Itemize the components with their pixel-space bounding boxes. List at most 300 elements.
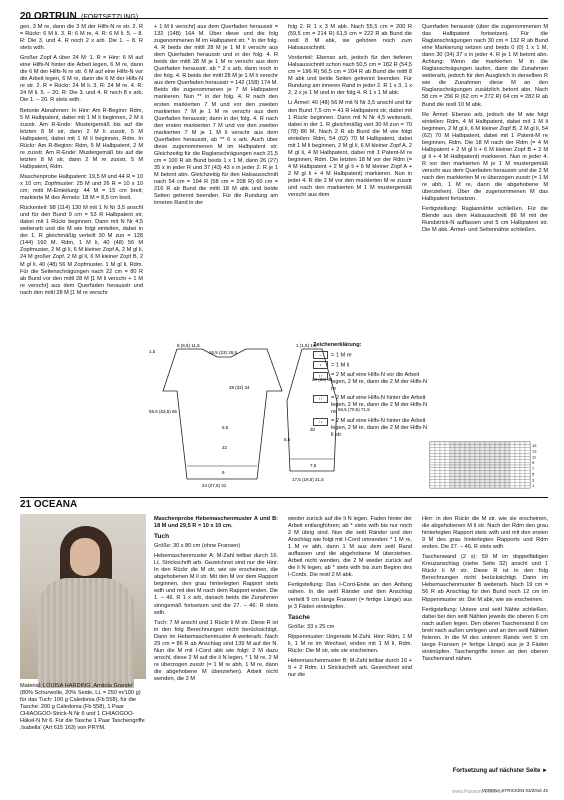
chart-cell — [525, 485, 530, 488]
dim-sleeve-h1: 28 (32) 34 — [312, 377, 333, 382]
chart-cell — [435, 445, 440, 448]
chart-cell — [470, 442, 475, 445]
chart-cell — [490, 462, 495, 465]
text-column-4 — [422, 24, 548, 237]
chart-cell — [435, 485, 440, 488]
chart-cell — [450, 448, 455, 451]
chart-cell — [485, 482, 490, 485]
paragraph: Größe: 30 x 80 cm (ohne Fransen) — [154, 543, 241, 550]
dim-sleeve-h4: 7,5 — [310, 463, 317, 468]
chart-cell — [445, 485, 450, 488]
chart-cell — [525, 451, 530, 454]
chart-cell — [515, 445, 520, 448]
chart-cell — [455, 454, 460, 457]
section-title-2: 21 OCEANA — [20, 499, 78, 510]
chart-cell — [435, 456, 440, 459]
chart-cell — [460, 465, 465, 468]
chart-cell — [450, 451, 455, 454]
chart-cell — [520, 477, 525, 480]
chart-cell — [500, 459, 505, 462]
chart-cell — [460, 456, 465, 459]
chart-cell — [490, 448, 495, 451]
chart-cell — [480, 459, 485, 462]
section-header — [20, 6, 548, 22]
chart-cell — [495, 451, 500, 454]
chart-cell — [440, 442, 445, 445]
chart-cell — [465, 442, 470, 445]
chart-cell — [440, 456, 445, 459]
chart-cell — [470, 474, 475, 477]
chart-cell — [515, 471, 520, 474]
paragraph: Betonte Abnahmen: In Hinr: Am R-Beginn: Rdm, 5 M Halbpatent, dabei mit 1 M li beginnen, 2 M li zusstr. Am R-Ende: Mustergemäß bis auf die letzten 8 M str, dann 2 M li zusstr, 5 M Halbpatent, dabei mit 1 M li beginnen, Rdm. In Rückr: Am R-Beginn: Rdm, 5 M Halbpatent, 2 M re zusstr. Am R-Ende: Mustergemäß bis auf die letzten 8 M str, dann 2 M re zusstr, 5 M Halbpatent, Rdm. — [20, 107, 143, 170]
chart-cell — [465, 462, 470, 465]
chart-cell — [455, 448, 460, 451]
chart-cell — [490, 456, 495, 459]
chart-cell — [525, 471, 530, 474]
chart-cell — [505, 448, 510, 451]
chart-cell — [500, 468, 505, 471]
chart-cell — [470, 448, 475, 451]
model-photo — [20, 514, 146, 679]
paragraph: Querfaden herausstr (über die zugenommenen M das Halbpatent fortsetzen). Für die Raglanschrägungen nach 30 cm = 132 R ab Bund eine Markierung setzen und beids 0 (0) 1 x 1 M, dann 30 (34) 37 x in jeder 4. R je 1 M betont abn. Achtung: Wenn die markierten M in die Raglanschrägungen laufen, dann die Zunahmen weiterarb, jedoch für den Ausgleich in derselben R wie die Zunahmen diese M an den Raglanschrägungen zusätzlich betont abn. Nach 58 cm = 256 R (62 cm = 272 R) 64 cm = 282 R ab Bund die restl 10 M abk. — [422, 24, 548, 108]
chart-cell — [440, 451, 445, 454]
chart-cell — [485, 485, 490, 488]
chart-cell — [485, 471, 490, 474]
chart-cell — [480, 477, 485, 480]
chart-cell — [490, 482, 495, 485]
chart-cell — [450, 479, 455, 482]
chart-cell — [485, 459, 490, 462]
chart-cell — [505, 456, 510, 459]
chart-cell — [525, 465, 530, 468]
chart-cell — [440, 468, 445, 471]
chart-cell — [515, 459, 520, 462]
chart-cell — [495, 448, 500, 451]
paragraph: wieder zurück auf die li N legen. Faden hinter der Arbeit entlangführen; ab * stets wdh bis nur noch 2 M übrig sind. Nun die seitl Ränder und den Anschlag wie folgt mit I-Cord umranden: * 1 M re, 1 M re abh, dann 1 M aus dem seitl Rand auffassen und die abgehobene M überziehen. Arbeit nicht wenden, die 2 M wieder zurück auf die li N legen, ab * stets wdh bis zum Beginn des I-Cords. Die restl 2 M abk. — [288, 516, 412, 579]
chart-cell — [495, 479, 500, 482]
chart-cell — [485, 445, 490, 448]
chart-cell — [470, 456, 475, 459]
chart-cell — [520, 442, 525, 445]
chart-cell — [475, 448, 480, 451]
chart-cell — [480, 465, 485, 468]
chart-cell — [465, 448, 470, 451]
chart-cell — [515, 477, 520, 480]
chart-cell — [495, 477, 500, 480]
legend-symbol: • — [313, 361, 328, 369]
chart-cell — [435, 451, 440, 454]
chart-cell — [450, 465, 455, 468]
chart-cell — [445, 445, 450, 448]
chart-cell — [455, 479, 460, 482]
chart-cell — [430, 451, 435, 454]
chart-cell — [525, 448, 530, 451]
chart-cell — [510, 474, 515, 477]
paragraph: Hebemaschenmuster A: M-Zahl teilbar durch 16. Lt. Strickschrift arb. Gezeichnet sind nur die Hinr. In den Rückr die M str, wie sie erscheinen, die abgehobenen M li str. Mit den M vor dem Rapport beginnen, den grau hinterlegten Rapport stets wdh und mit den M nach dem Rapport enden. Die 1. – 46. R 1 x arb, danach beids die Zunahmen sinngemäß fortsetzen und die 27. – 46. R stets wdh. — [154, 553, 278, 616]
chart-cell — [505, 479, 510, 482]
chart-cell — [480, 456, 485, 459]
chart-cell — [450, 477, 455, 480]
chart-cell — [435, 448, 440, 451]
chart-cell — [435, 479, 440, 482]
chart-cell — [475, 482, 480, 485]
chart-cell — [500, 482, 505, 485]
chart-cell — [475, 479, 480, 482]
chart-cell — [450, 485, 455, 488]
chart-cell — [470, 471, 475, 474]
chart-cell — [430, 479, 435, 482]
legend-title: Zeichenerklärung: — [313, 342, 362, 348]
chart-cell — [440, 445, 445, 448]
chart-cell — [500, 451, 505, 454]
chart-cell — [445, 465, 450, 468]
chart-cell — [475, 465, 480, 468]
chart-cell — [440, 471, 445, 474]
chart-cell — [500, 471, 505, 474]
chart-cell — [450, 442, 455, 445]
chart-cell — [470, 468, 475, 471]
chart-cell — [520, 468, 525, 471]
chart-cell — [505, 482, 510, 485]
dim-sleeve-side: 5,5 — [284, 437, 291, 442]
chart-cell — [510, 485, 515, 488]
chart-cell — [460, 454, 465, 457]
chart-cell — [445, 482, 450, 485]
chart-cell — [460, 485, 465, 488]
chart-cell — [520, 465, 525, 468]
chart-row-labels — [532, 443, 537, 488]
chart-cell — [475, 451, 480, 454]
chart-cell — [500, 445, 505, 448]
legend-item — [313, 395, 429, 416]
chart-cell — [465, 477, 470, 480]
chart-cell — [440, 479, 445, 482]
chart-cell — [450, 471, 455, 474]
chart-cell — [445, 456, 450, 459]
chart-row-label: 7 — [532, 465, 535, 471]
chart-cell — [525, 456, 530, 459]
text-column-1 — [20, 24, 143, 300]
legend-item — [313, 372, 429, 393]
text-column-3 — [288, 24, 412, 202]
chart-cell — [515, 479, 520, 482]
chart-cell — [430, 477, 435, 480]
chart-cell — [455, 474, 460, 477]
chart-cell — [515, 448, 520, 451]
chart-cell — [510, 451, 515, 454]
chart-cell — [445, 448, 450, 451]
legend-symbol: / / — [313, 372, 328, 380]
chart-cell — [485, 442, 490, 445]
chart-cell — [495, 462, 500, 465]
chart-cell — [520, 485, 525, 488]
chart-cell — [475, 485, 480, 488]
chart-cell — [490, 465, 495, 468]
chart-cell — [525, 445, 530, 448]
chart-cell — [440, 462, 445, 465]
page-footer: VERENA STRICKEN 03/2016 45 — [481, 788, 548, 793]
chart-cell — [470, 451, 475, 454]
chart-cell — [495, 485, 500, 488]
chart-cell — [505, 471, 510, 474]
chart-cell — [500, 465, 505, 468]
chart-cell — [470, 445, 475, 448]
chart-cell — [505, 468, 510, 471]
chart-cell — [480, 462, 485, 465]
chart-cell — [440, 482, 445, 485]
chart-cell — [480, 454, 485, 457]
chart-cell — [515, 465, 520, 468]
chart-cell — [460, 451, 465, 454]
chart-cell — [495, 456, 500, 459]
chart-cell — [490, 442, 495, 445]
chart-cell — [435, 442, 440, 445]
chart-cell — [490, 459, 495, 462]
chart-cell — [435, 454, 440, 457]
chart-cell — [455, 477, 460, 480]
chart-cell — [455, 445, 460, 448]
chart-cell — [515, 454, 520, 457]
dim-sleeve-h2: 66,5 (70,5) 71,5 — [338, 407, 370, 412]
chart-cell — [495, 474, 500, 477]
chart-cell — [430, 454, 435, 457]
paragraph: Fertigstellung: Untere und seitl Nähte schließen, dabei bei den seitl Nähten jeweils die oberen 6 cm nach außen legen. Den oberen Taschenrand 6 cm breit nach außen umlegen und an den seitl Nähten fixieren. In die M des unteren Rands vert 9 cm lange Fransen (= fertige Länge) aus je 3 Fäden einknüpfen. Taschengriffe innen an den oberen Taschenrand nähen. — [422, 606, 548, 662]
chart-cell — [465, 459, 470, 462]
text-column-2b — [154, 516, 278, 686]
chart-cell — [470, 462, 475, 465]
chart-cell — [450, 459, 455, 462]
section-title: 20 ORTRUN — [20, 11, 77, 22]
chart-cell — [520, 459, 525, 462]
chart-cell — [460, 448, 465, 451]
subheading: Tasche — [288, 613, 310, 621]
chart-cell — [495, 454, 500, 457]
chart-cell — [455, 468, 460, 471]
chart-cell — [525, 468, 530, 471]
chart-cell — [440, 454, 445, 457]
chart-cell — [490, 468, 495, 471]
paragraph: Li Ärmel: 40 (48) 56 M mit N Nr 3,5 anschl und für den Bund 7,5 cm = 41 R Halbpatent str, dabei mit 1 Rückr beginnen. Dann mit N Nr 4,5 weiterarb, dabei in der 1. R gleichmäßig vert 30 M zun = 70 (78) 86 M. Nach 2 R ab Bund die M wie folgt einteilen: Rdm, 54 (62) 70 M Halbpatent, dabei mit 1 M li beginnen, 2 M gl li, 6 M kleiner Zopf A, 2 M gl li, 4 M Halbpatent, dabei mit 1 Patent-M re beginnen, Rdm. Die letzten 18 M vor der Rdm (= 4 M Halbpatent + 2 M gl li + 6 M kleiner Zopf A + 2 M gl li + 4 M Halbpatent) markieren. Nun in jeder 4. R die 2 M vor den markierten M re zusstr und nach den markierten M 1 M mustergemäß verschr aus dem — [288, 100, 412, 199]
chart-cell — [445, 451, 450, 454]
paragraph: gen, 3 M re, dann die 3 M der Hilfs-N re str. 2. R = Rückr: 6 M li. 3. R: 6 M re, 4. R: 6 M li. 5. – 8. R: Die 3. und 4. R noch 2 x arb. Die 1. – 8. R stets wdh. — [20, 24, 143, 52]
chart-row-label: 11 — [532, 454, 537, 460]
chart-cell — [485, 462, 490, 465]
text-column-2 — [154, 24, 278, 210]
dim-left: 1,5 — [149, 349, 156, 354]
chart-cell — [500, 456, 505, 459]
paragraph: Großer Zopf A über 24 M: 1. R = Hinr: 6 M auf eine Hilfs-N hinter die Arbeit legen, 6 M re, dann die 6 M der Hilfs-N re str. 6 M auf eine Hilfs-N vor die Arbeit legen, 6 M re, dann die 6 M der Hilfs-N re str. 2. R = Rückr: 24 M li. 3. R: 24 M re. 4. R: 24 M li. 5. – 20. R: Die 3. und 4. R noch 8 x arb. Die 1. – 20. R stets wdh. — [20, 55, 143, 104]
chart-cell — [500, 485, 505, 488]
chart-cell — [435, 459, 440, 462]
legend-item — [313, 351, 429, 359]
chart-cell — [440, 485, 445, 488]
chart-cell — [505, 477, 510, 480]
chart-cell — [440, 448, 445, 451]
chart-cell — [440, 474, 445, 477]
chart-cell — [450, 456, 455, 459]
chart-cell — [460, 474, 465, 477]
chart-cell — [435, 471, 440, 474]
chart-cell — [525, 462, 530, 465]
paragraph: Maschenprobe Hebemaschenmuster A und B: 18 M und 29,5 R = 10 x 10 cm. — [154, 516, 278, 530]
chart-cell — [480, 445, 485, 448]
chart-cell — [510, 448, 515, 451]
chart-cell — [430, 456, 435, 459]
legend-text: = 2 M auf eine Hilfs-N hinter die Arbeit legen, 2 M re, dann die 2 M der Hilfs-N re — [331, 394, 428, 415]
chart-cell — [495, 442, 500, 445]
chart-cell — [485, 448, 490, 451]
chart-cell — [525, 477, 530, 480]
chart-cell — [435, 465, 440, 468]
dim-sleeve-h3: 30 — [310, 427, 316, 432]
paragraph: folg 2. R 1 x 3 M abk. Nach 55,5 cm = 200 R (59,5 cm = 214 R) 61,5 cm = 222 R ab Bund die restl 8 M abk, sie gehören noch zum Halsausschnitt. — [288, 24, 412, 52]
dim-top: 8 (9,5) 11,5 — [177, 343, 200, 348]
chart-cell — [435, 482, 440, 485]
chart-cell — [485, 456, 490, 459]
chart-cell — [505, 442, 510, 445]
chart-cell — [525, 442, 530, 445]
chart-cell — [465, 485, 470, 488]
chart-cell — [510, 482, 515, 485]
chart-cell — [505, 474, 510, 477]
chart-cell — [465, 451, 470, 454]
chart-cell — [480, 468, 485, 471]
chart-cell — [480, 479, 485, 482]
chart-cell — [445, 477, 450, 480]
dim-h3: 5,5 — [222, 425, 229, 430]
chart-cell — [520, 482, 525, 485]
chart-cell — [510, 442, 515, 445]
chart-cell — [465, 482, 470, 485]
continue-note: Fortsetzung auf nächster Seite ► — [452, 768, 548, 774]
chart-cell — [460, 482, 465, 485]
chart-cell — [485, 468, 490, 471]
chart-cell — [460, 479, 465, 482]
chart-cell — [465, 456, 470, 459]
chart-cell — [465, 465, 470, 468]
chart-cell — [490, 451, 495, 454]
chart-cell — [460, 462, 465, 465]
chart-cell — [515, 456, 520, 459]
paragraph: Vorderteil: Ebenso arb, jedoch für den tieferen Halsausschnitt schon nach 50,5 cm = 182 R (54,5 cm = 196 R) 56,5 cm = 204 R ab Bund die mittl 8 M abk und beide Seiten getrennt beenden. Für Rundung am inneren Rand in jeder 2. R 1 x 3, 1 x 2, 2 x je 1 M und in der folg 4. R 1 x 1 M abk. — [288, 55, 412, 97]
chart-cell — [510, 445, 515, 448]
chart-cell — [525, 454, 530, 457]
chart-cell — [495, 468, 500, 471]
chart-cell — [460, 477, 465, 480]
chart-cell — [485, 479, 490, 482]
chart-cell — [475, 454, 480, 457]
chart-cell — [510, 471, 515, 474]
chart-cell — [515, 442, 520, 445]
chart-cell — [510, 477, 515, 480]
chart-cell — [475, 462, 480, 465]
legend-item — [313, 361, 429, 369]
paragraph: Maschenprobe Halbpatent: 19,5 M und 44 R = 10 x 10 cm; Zopfmuster: 25 M und 26 R = 10 x 10 cm; mitti M-Einteilung: 44 M = 15 cm breit; markierte M des Ärmels: 18 M = 8,5 cm breit. — [20, 173, 143, 202]
section-header-2 — [20, 497, 548, 510]
chart-cell — [465, 479, 470, 482]
chart-cell — [445, 471, 450, 474]
chart-cell — [460, 459, 465, 462]
chart-row-label: 9 — [532, 460, 535, 466]
paragraph: Rückenteil: 98 (114) 130 M mit 1 N Nr 3,5 anschl und für den Bund 9 cm = 53 R Halbpatent str, dabei mit 1 Rückr beginnen. Dann mit N Nr 4,5 weiterarb und die M wie folgt einteilen, dabei in der 1. R gleichmäßig verteilt 30 M zun = 128 (144) 160 M. Rdm, 1 M li, 40 (48) 56 M Zopfmuster, 2 M gl li, 6 M kleiner Zopf A, 2 M gl li, 24 M großer Zopf, 2 M gl li, 6 M kleiner Zopf B, 2 M gl li, 40 (48) 56 M Zopfmuster, 1 M gl li, Rdm. Für die Seitenschrägungen nach 22 cm = 80 R ab Bund vor den mittl 28 M [1 M li verschr + 1 M re verschr] aus dem Querfaden herausstr und nach den mittl 28 M [1 M re verschr — [20, 205, 143, 296]
chart-cell — [460, 442, 465, 445]
chart-cell — [455, 465, 460, 468]
legend-text: = 1 M re — [331, 352, 352, 359]
chart-cell — [520, 456, 525, 459]
chart-cell — [455, 442, 460, 445]
chart-cell — [450, 454, 455, 457]
dim-sleeve-top: 1 (1,5) 1,5 — [296, 343, 317, 348]
chart-cell — [475, 471, 480, 474]
chart-cell — [510, 462, 515, 465]
chart-cell — [430, 459, 435, 462]
chart-cell — [435, 474, 440, 477]
chart-cell — [450, 474, 455, 477]
chart-cell — [470, 465, 475, 468]
chart-cell — [490, 445, 495, 448]
chart-cell — [430, 465, 435, 468]
legend-item — [313, 418, 429, 439]
chart-cell — [445, 459, 450, 462]
chart-cell — [500, 477, 505, 480]
chart-cell — [430, 485, 435, 488]
body-outline — [163, 349, 282, 479]
chart-cell — [500, 462, 505, 465]
paragraph: Tuch: 7 M anschl und 1 Rückr li M str. Diese R ist in den folg Berechnungen nicht berücksichtigt. Dann im Hebemaschenmuster A weiterarb. Nach 29 cm = 86 R ab Anschlag sind 139 M auf der N. Nun die M mit I-Cord abk wie folgt: 2 M dazu anschl, diese 2 M auf die li N legen, * 1 M re, 2 M re überzogen zusstr (= 1 M re abh, 1 M re, dann die abgehobene M überziehen). Arbeit nicht wenden, die 2 M — [154, 619, 278, 682]
chart-cell — [485, 454, 490, 457]
chart-cell — [430, 445, 435, 448]
chart-grid — [430, 442, 530, 488]
dim-bottom: 24 (27,5) 31 — [202, 483, 227, 488]
chart-cell — [510, 456, 515, 459]
chart-cell — [440, 477, 445, 480]
chart-cell — [520, 462, 525, 465]
chart-cell — [435, 462, 440, 465]
chart-cell — [430, 462, 435, 465]
paragraph: Fertigstellung: Raglannähte schließen. Für die Blende aus dem Halsausschnitt 86 M mit der Rundstrick-N auffassen und 5 cm Halbpatent str. Die M abk. Ärmel- und Seitennähte schließen. — [422, 206, 548, 234]
chart-cell — [460, 471, 465, 474]
legend-text: = 2 M auf eine Hilfs-N hinter die Arbeit legen, 2 M re, dann die 2 M der Hilfs-N li str — [331, 417, 428, 438]
chart-cell — [490, 471, 495, 474]
chart-cell — [450, 468, 455, 471]
chart-cell — [510, 459, 515, 462]
chart-cell — [490, 485, 495, 488]
chart-cell — [475, 456, 480, 459]
chart-cell — [485, 474, 490, 477]
paragraph: Größe: 33 x 25 cm — [288, 623, 335, 630]
chart-cell — [515, 468, 520, 471]
chart-row-label: 15 — [532, 442, 537, 448]
chart-cell — [470, 459, 475, 462]
text-column-3b — [288, 516, 412, 682]
chart-cell — [500, 448, 505, 451]
chart-cell — [470, 454, 475, 457]
chart-cell — [485, 451, 490, 454]
chart-cell — [520, 445, 525, 448]
chart-cell — [505, 445, 510, 448]
chart-cell — [480, 474, 485, 477]
chart-cell — [475, 468, 480, 471]
chart-cell — [500, 442, 505, 445]
chart-cell — [475, 474, 480, 477]
chart-cell — [445, 454, 450, 457]
chart-cell — [430, 442, 435, 445]
chart-cell — [500, 474, 505, 477]
chart-cell — [455, 456, 460, 459]
chart-cell — [520, 471, 525, 474]
chart-cell — [430, 448, 435, 451]
paragraph: + 1 M li verschr] aus dem Querfaden herausstr = 132 (148) 164 M. Über diese und die folg zugenommenen M im Halbpatent str. * In der folg. 4. R beids der mittl 28 M je 1 M li verschr aus dem Querfaden herausstr und in der folg. 4. R beids der mittl 28 M je 1 M re verschr aus dem Querfaden herausstr, ab * 2 x arb, dann noch in der folg. 4. R beids der mittl 28 M je 1 M li verschr aus dem Querfaden herausstr = 142 (158) 174 M. Beids die zugenommenen je 7 M Halbpatent markieren. Nun ** in der folg. 4. R nach den ersten markierten 7 M und vor den zweiten markierten 7 M je 1 M re verschr aus dem Querfaden herausstr; dann in der folg. 4. R nach den ersten markierten 7 M und vor den zweiten markierten 7 M je 1 M li verschr aus dem Querfaden herausstr, ab ** 6 x arb. Auch über diese zugenommenen M im Halbpatent str. Gleichzeitig für die Raglanschrägungen nach 21,5 cm = 100 R ab Bund beids 1 x 1 M, dann 26 (27) 35 x in jeder R und 37 (43) 43 x in jeder 2. R je 1 M betont abn. Gleichzeitig für den Halsausschnitt nach 54 cm = 194 R (58 cm = 208 R) 60 cm = 216 R ab Bund die mittl 18 M abk und beide Seiten getrennt beenden. Für die Rundung am inneren Rand in der — [154, 24, 278, 207]
